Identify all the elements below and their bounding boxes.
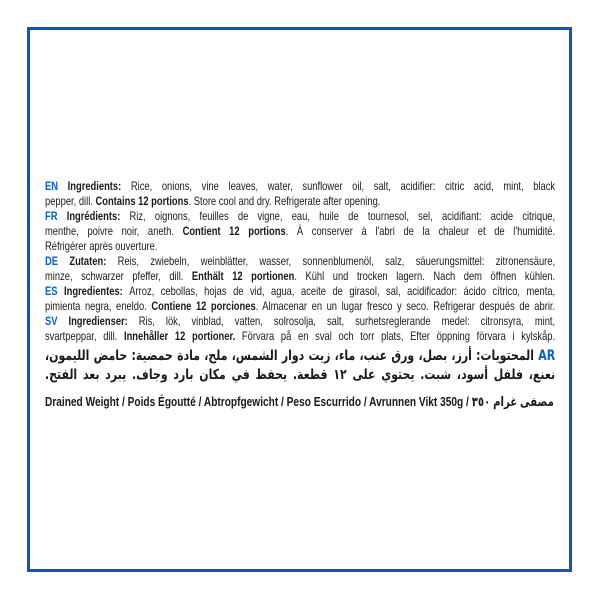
ingredients-text: Rice, onions, vine leaves, water, sunflower oil, salt, acidifier: citric acid, mint, black bbox=[130, 179, 556, 193]
ingredient-line bbox=[45, 299, 555, 314]
ingredients-text: Arroz, cebollas, hojas de vid, agua, aceite de girasol, sal, acidificador: ácido cítrico, menta, bbox=[129, 284, 556, 298]
ingredients-text: Riz, oignons, feuilles de vigne, eau, huile de tournesol, sel, acidifiant: acide citrique, bbox=[129, 209, 556, 223]
ingredients-text: Innehåller 12 portioner. bbox=[123, 329, 236, 343]
ingredients-text: . Kühl und trocken lagern. Nach dem öffnen kühlen. bbox=[294, 269, 556, 283]
ingredient-line bbox=[45, 254, 555, 269]
ingredients-text: Ingredients: bbox=[67, 179, 131, 193]
ingredients-text: minze, schwarzer pfeffer, dill. bbox=[45, 269, 192, 283]
ingredients-section-ar bbox=[45, 347, 555, 385]
ingredient-line bbox=[45, 224, 555, 239]
language-code-de: DE bbox=[45, 254, 70, 268]
ingredient-line bbox=[45, 239, 555, 254]
ingredient-line bbox=[45, 347, 555, 366]
ingredients-text: Ingredientes: bbox=[64, 284, 130, 298]
ingredient-line bbox=[45, 179, 555, 194]
ingredient-line bbox=[45, 284, 555, 299]
language-code-es: ES bbox=[45, 284, 65, 298]
ingredients-text: Contiene 12 porciones bbox=[151, 299, 256, 313]
ingredients-section-de bbox=[45, 254, 555, 284]
ingredients-text: pimienta negra, eneldo. bbox=[45, 299, 152, 313]
ingredients-section-en bbox=[45, 179, 555, 209]
ingredient-line bbox=[45, 314, 555, 329]
ingredients-sections bbox=[45, 179, 555, 385]
ingredients-text: . À conserver à l'abri de la chaleur et de l'humidité. bbox=[285, 224, 556, 238]
ingredients-section-es bbox=[45, 284, 555, 314]
ingredients-text: أرز، بصل، ورق عنب، ماء، زيت دوار الشمس، ملح، مادة حمضية: حامض الليمون، bbox=[45, 348, 472, 364]
ingredients-text: svartpeppar, dill. bbox=[45, 329, 124, 343]
ingredients-text: . Store cool and dry. Refrigerate after opening. bbox=[188, 194, 381, 208]
ingredients-text: Förvara på en sval och torr plats, Efter öppning förvara i kylskåp. bbox=[235, 329, 556, 343]
ingredients-block bbox=[45, 179, 555, 410]
ingredients-text: Ris, lök, vinblad, vatten, solrosolja, salt, surhetsreglerande medel: citronsyra, mint, bbox=[138, 314, 556, 328]
ingredients-text: Contient 12 portions bbox=[182, 224, 286, 238]
ingredients-text: Enthält 12 portionen bbox=[191, 269, 295, 283]
language-code-fr: FR bbox=[45, 209, 67, 223]
ingredients-text: نعنع، فلفل أسود، شبت. يحتوي على ١٢ قطعة. يحفظ في مكان بارد وجاف. يبرد بعد الفتح. bbox=[45, 367, 556, 383]
ingredients-text: Ingredienser: bbox=[68, 314, 139, 328]
ingredient-line bbox=[45, 329, 555, 344]
ingredients-section-fr bbox=[45, 209, 555, 254]
ingredient-line bbox=[45, 209, 555, 224]
ingredient-line bbox=[45, 269, 555, 284]
ingredients-text: Réfrigérer après ouverture. bbox=[45, 239, 158, 253]
language-code-ar: AR bbox=[534, 348, 556, 364]
ingredients-text: Ingrédients: bbox=[66, 209, 130, 223]
language-code-sv: SV bbox=[45, 314, 69, 328]
drained-weight-line: Drained Weight / Poids Égoutté / Abtropfgewicht / Peso Escurrido / Avrunnen Vikt 350g / مصفى غرام ٣٥٠ bbox=[45, 394, 554, 409]
ingredient-line bbox=[45, 194, 555, 209]
ingredients-section-sv bbox=[45, 314, 555, 344]
ingredients-text: المحتويات: bbox=[471, 348, 535, 364]
ingredients-text: pepper, dill. bbox=[45, 194, 96, 208]
language-code-en: EN bbox=[45, 179, 68, 193]
ingredients-text: menthe, poivre noir, aneth. bbox=[45, 224, 183, 238]
ingredients-text: . Almacenar en un lugar fresco y seco. Refrigerar después de abrir. bbox=[255, 299, 556, 313]
ingredients-text: Zutaten: bbox=[69, 254, 118, 268]
ingredient-line bbox=[45, 366, 555, 385]
ingredients-text: Reis, zwiebeln, weinblätter, wasser, sonnenblumenöl, salz, säuerungsmittel: zitronensäure, bbox=[117, 254, 556, 268]
ingredients-text: Contains 12 portions bbox=[95, 194, 189, 208]
